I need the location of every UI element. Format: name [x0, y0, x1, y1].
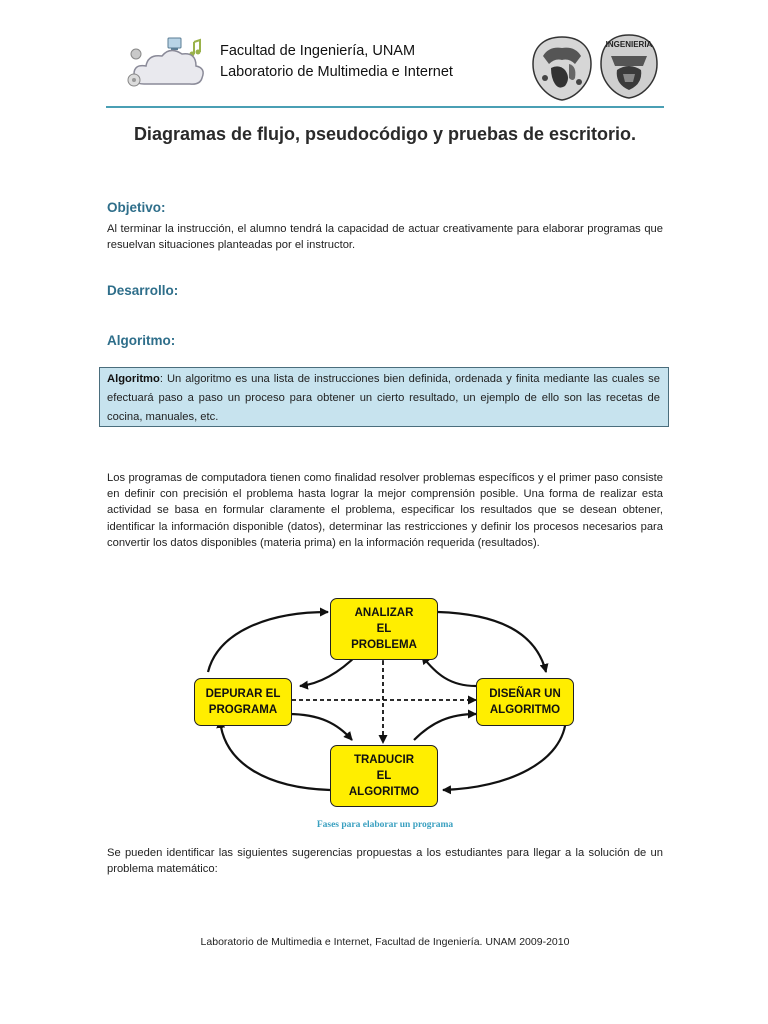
arrow-traducir-to-depurar: [220, 720, 330, 790]
node-disenar-algoritmo: DISEÑAR UN ALGORITMO: [476, 678, 574, 726]
document-title: Diagramas de flujo, pseudocódigo y pruebas de escritorio.: [133, 124, 637, 144]
algoritmo-heading: Algoritmo:: [107, 333, 176, 348]
arrow-disenar-to-analizar: [422, 656, 476, 686]
arrow-depurar-to-analizar: [208, 612, 328, 672]
node-depurar-programa: DEPURAR EL PROGRAMA: [194, 678, 292, 726]
header-divider: [106, 106, 664, 108]
unam-seal-icon: [529, 34, 595, 102]
figure-caption: Fases para elaborar un programa: [316, 820, 454, 830]
header-line-lab: Laboratorio de Multimedia e Internet: [220, 64, 453, 80]
arrow-traducir-to-disenar: [414, 714, 476, 740]
objetivo-heading: Objetivo:: [107, 200, 166, 215]
definition-text: : Un algoritmo es una lista de instrucciones bien definida, ordenada y finita mediante las cuales se efectuará paso a paso un proceso para obtener un cierto resultado, un ejemplo de ello son las recetas de cocina, manuales, etc.: [107, 373, 660, 423]
suggestions-paragraph: Se pueden identificar las siguientes sugerencias propuestas a los estudiantes para llegar a la solución de un problema matemático:: [107, 847, 663, 876]
header-institution: [220, 41, 453, 83]
objetivo-text: Al terminar la instrucción, el alumno tendrá la capacidad de actuar creativamente para elaborar programas que resuelvan situaciones planteadas por el instructor.: [107, 223, 663, 252]
node-traducir-algoritmo: TRADUCIR EL ALGORITMO: [330, 745, 438, 807]
arrow-analizar-to-disenar: [438, 612, 546, 672]
page-header: [106, 30, 664, 108]
programs-paragraph: Los programas de computadora tienen como finalidad resolver problemas específicos y el primer paso consiste en definir con precisión el problema hasta lograr la mejor comprensión posible. Una forma de realizar esta actividad se basa en formular claramente el problema, especificar los resultados que se desean obtener, identificar la información disponible (datos), determinar las restricciones y definir los procesos necesarios para convertir los datos disponibles (materia prima) en la información requerida (resultados).: [107, 472, 663, 549]
seal-label: INGENIERIA: [605, 40, 653, 49]
ingenieria-seal-icon: [597, 32, 661, 100]
cloud-logo-icon: [122, 32, 212, 94]
header-line-faculty: Facultad de Ingeniería, UNAM: [220, 43, 416, 59]
desarrollo-heading: Desarrollo:: [107, 283, 179, 298]
arrow-depurar-to-traducir: [288, 714, 352, 740]
algoritmo-definition-box: [99, 367, 669, 427]
program-phases-diagram: [188, 592, 580, 818]
arrow-disenar-to-traducir: [443, 718, 566, 790]
page-footer: Laboratorio de Multimedia e Internet, Facultad de Ingeniería. UNAM 2009-2010: [200, 936, 570, 948]
node-analizar-problema: ANALIZAR EL PROBLEMA: [330, 598, 438, 660]
definition-term: Algoritmo: [107, 373, 160, 385]
